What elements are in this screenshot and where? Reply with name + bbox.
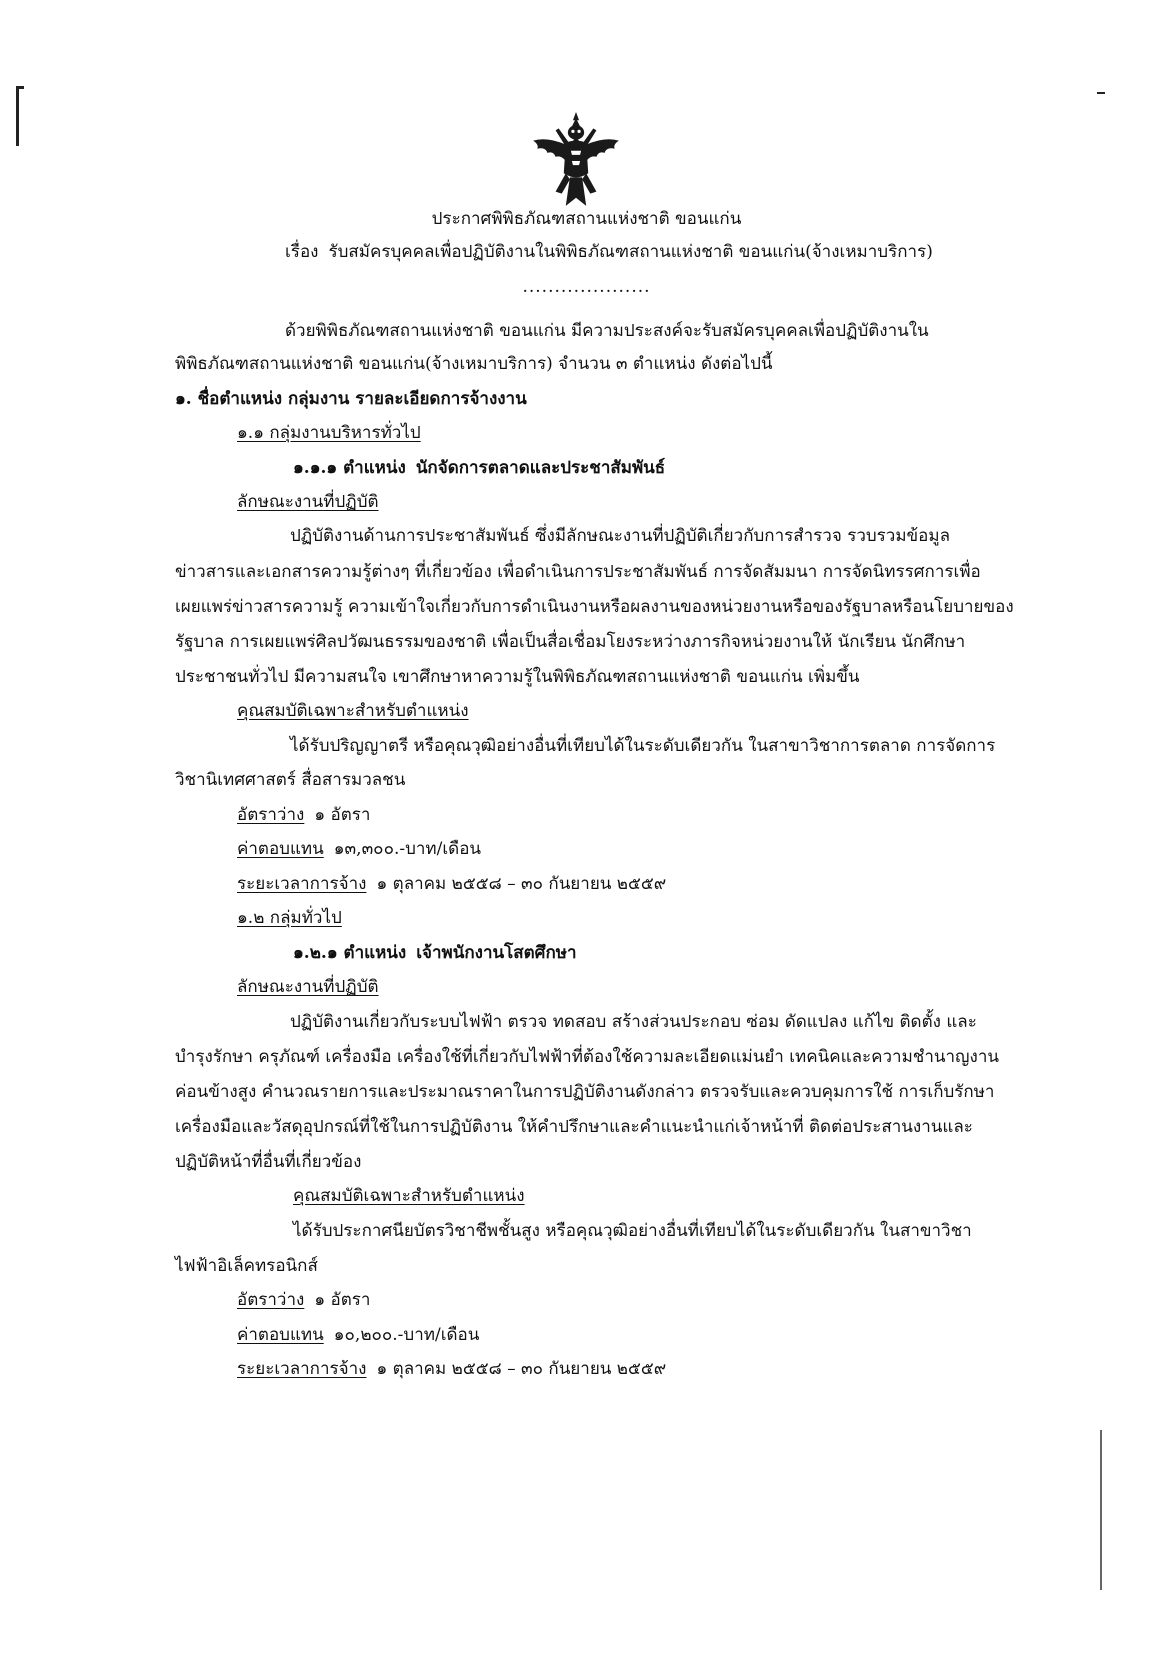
qualification-line: ได้รับประกาศนียบัตรวิชาชีพชั้นสูง หรือคุณวุฒิอย่างอื่นที่เทียบได้ในระดับเดียวกัน ในสาขาวิชา — [293, 1221, 972, 1241]
qualification-line: ได้รับปริญญาตรี หรือคุณวุฒิอย่างอื่นที่เทียบได้ในระดับเดียวกัน ในสาขาวิชาการตลาด การจัดการ — [290, 736, 996, 756]
intro-line-1: ด้วยพิพิธภัณฑสถานแห่งชาติ ขอนแก่น มีความประสงค์จะรับสมัครบุคคลเพื่อปฏิบัติงานใน — [285, 321, 929, 341]
position-number: ๑.๑.๑ ตำแหน่ง — [293, 458, 406, 478]
qualification-label: คุณสมบัติเฉพาะสำหรับตำแหน่ง — [293, 1186, 525, 1206]
period-row — [237, 872, 666, 896]
pay-row — [237, 837, 481, 861]
document-title: ประกาศพิพิธภัณฑสถานแห่งชาติ ขอนแก่น — [431, 209, 742, 229]
duties-line: ข่าวสารและเอกสารความรู้ต่างๆ ที่เกี่ยวข้อง เพื่อดำเนินการประชาสัมพันธ์ การจัดสัมมนา การจัดนิทรรศการเพื่อ — [175, 562, 981, 582]
group-title: ๑.๒ กลุ่มทั่วไป — [237, 908, 342, 928]
vacancy-label: อัตราว่าง — [237, 1290, 305, 1310]
duties-line: ปฏิบัติงานด้านการประชาสัมพันธ์ ซึ่งมีลักษณะงานที่ปฏิบัติเกี่ยวกับการสำรวจ รวบรวมข้อมูล — [290, 526, 951, 546]
scan-edge-mark — [16, 86, 24, 89]
pay-label: ค่าตอบแทน — [237, 839, 324, 859]
period-label: ระยะเวลาการจ้าง — [237, 874, 367, 894]
duties-line: เผยแพร่ข่าวสารความรู้ ความเข้าใจเกี่ยวกับการดำเนินงานหรือผลงานของหน่วยงานหรือของรัฐบาลหรือนโยบายของ — [175, 597, 1014, 617]
position-heading — [293, 456, 665, 480]
vacancy-row — [237, 1288, 370, 1312]
pay-row — [237, 1323, 479, 1347]
duties-line: ค่อนข้างสูง คำนวณรายการและประมาณราคาในการปฏิบัติงานดังกล่าว ตรวจรับและควบคุมการใช้ การเก็บรักษา — [175, 1082, 995, 1102]
position-name: นักจัดการตลาดและประชาสัมพันธ์ — [415, 458, 666, 478]
scan-edge-mark — [16, 86, 19, 146]
duties-line: รัฐบาล การเผยแพร่ศิลปวัฒนธรรมของชาติ เพื่อเป็นสื่อเชื่อมโยงระหว่างภารกิจหน่วยงานให้ นักเรียน นักศึกษา — [175, 632, 966, 652]
group-title: ๑.๑ กลุ่มงานบริหารทั่วไป — [237, 423, 421, 443]
subject-line — [285, 240, 933, 264]
pay-value: ๑๓,๓๐๐.-บาท/เดือน — [333, 839, 482, 859]
intro-line-2: พิพิธภัณฑสถานแห่งชาติ ขอนแก่น(จ้างเหมาบริการ) จำนวน ๓ ตำแหน่ง ดังต่อไปนี้ — [175, 354, 773, 374]
subject-label: เรื่อง — [285, 242, 319, 262]
duties-line: เครื่องมือและวัสดุอุปกรณ์ที่ใช้ในการปฏิบัติงาน ให้คำปรึกษาและคำแนะนำแก่เจ้าหน้าที่ ติดต่อประสานงานและ — [175, 1117, 973, 1137]
pay-label: ค่าตอบแทน — [237, 1325, 324, 1345]
vacancy-value: ๑ อัตรา — [314, 805, 371, 825]
qualification-line: วิชานิเทศศาสตร์ สื่อสารมวลชน — [175, 770, 406, 790]
garuda-emblem-icon — [525, 110, 627, 212]
position-name: เจ้าพนักงานโสตศึกษา — [416, 943, 577, 963]
duties-line: ปฏิบัติหน้าที่อื่นที่เกี่ยวข้อง — [175, 1152, 362, 1172]
duties-label: ลักษณะงานที่ปฏิบัติ — [237, 977, 379, 997]
duties-line: บำรุงรักษา ครุภัณฑ์ เครื่องมือ เครื่องใช้ที่เกี่ยวกับไฟฟ้าที่ต้องใช้ความละเอียดแม่นยำ เทคนิคและความชำนาญงาน — [175, 1047, 1000, 1067]
period-label: ระยะเวลาการจ้าง — [237, 1359, 367, 1379]
period-value: ๑ ตุลาคม ๒๕๕๘ – ๓๐ กันยายน ๒๕๕๙ — [376, 874, 667, 894]
subject-text: รับสมัครบุคคลเพื่อปฏิบัติงานในพิพิธภัณฑสถานแห่งชาติ ขอนแก่น(จ้างเหมาบริการ) — [328, 242, 933, 262]
period-value: ๑ ตุลาคม ๒๕๕๘ – ๓๐ กันยายน ๒๕๕๙ — [376, 1359, 667, 1379]
qualification-line: ไฟฟ้าอิเล็คทรอนิกส์ — [175, 1256, 318, 1276]
vacancy-label: อัตราว่าง — [237, 805, 305, 825]
duties-line: ปฏิบัติงานเกี่ยวกับระบบไฟฟ้า ตรวจ ทดสอบ สร้างส่วนประกอบ ซ่อม ดัดแปลง แก้ไข ติดตั้ง และ — [290, 1012, 977, 1032]
qualification-label: คุณสมบัติเฉพาะสำหรับตำแหน่ง — [237, 701, 469, 721]
section-heading: ๑. ชื่อตำแหน่ง กลุ่มงาน รายละเอียดการจ้างงาน — [175, 389, 527, 409]
scan-edge-mark — [1100, 1430, 1102, 1590]
vacancy-value: ๑ อัตรา — [314, 1290, 371, 1310]
scan-edge-mark — [1097, 92, 1105, 94]
position-number: ๑.๒.๑ ตำแหน่ง — [293, 943, 407, 963]
vacancy-row — [237, 803, 370, 827]
pay-value: ๑๐,๒๐๐.-บาท/เดือน — [333, 1325, 480, 1345]
period-row — [237, 1357, 666, 1381]
title-divider: .................... — [522, 277, 651, 297]
duties-label: ลักษณะงานที่ปฏิบัติ — [237, 492, 379, 512]
duties-line: ประชาชนทั่วไป มีความสนใจ เขาศึกษาหาความรู้ในพิพิธภัณฑสถานแห่งชาติ ขอนแก่น เพิ่มขึ้น — [175, 667, 860, 687]
position-heading — [293, 941, 577, 965]
